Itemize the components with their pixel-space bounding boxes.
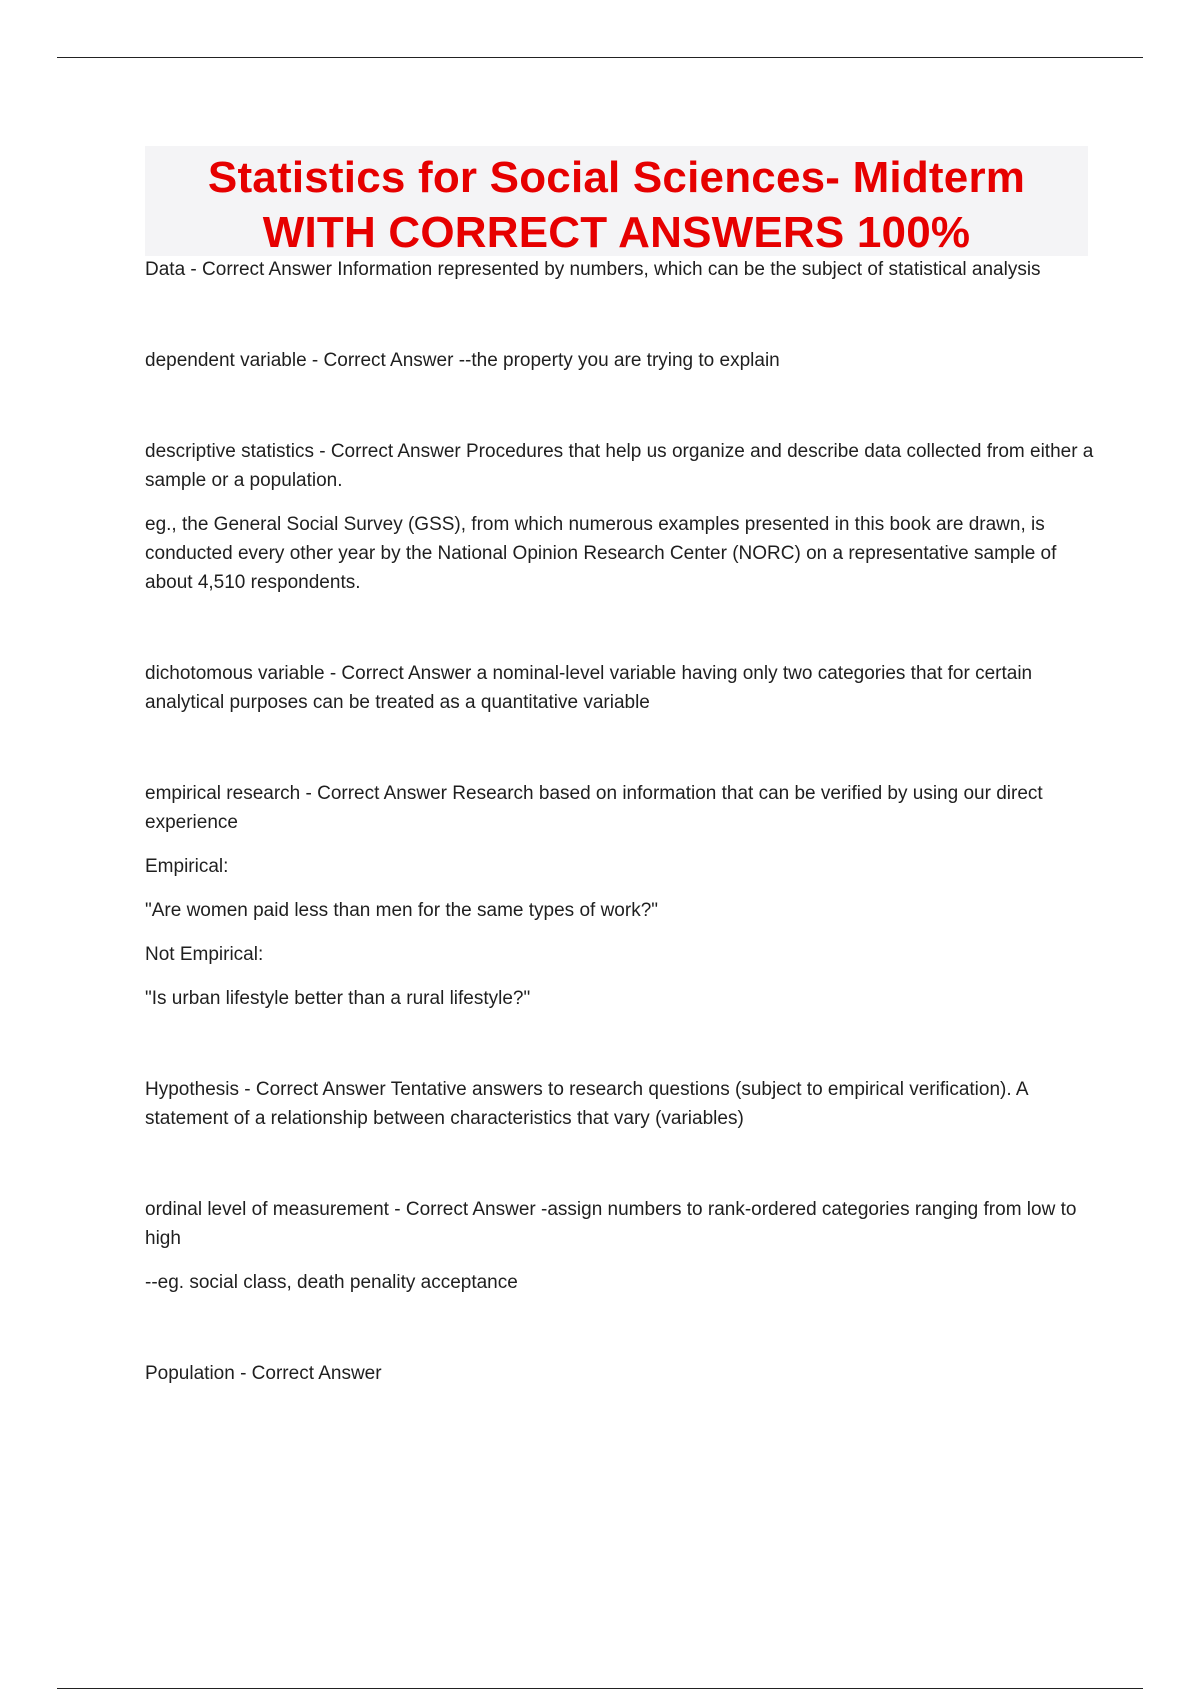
entry-definition: Information represented by numbers, which can be the subject of statistical analysis — [337, 259, 1041, 280]
entry-term: Data — [145, 259, 186, 280]
title-line-2: WITH CORRECT ANSWERS 100% — [262, 208, 971, 257]
entry-dependent-variable — [145, 346, 1095, 375]
document-title — [145, 146, 1088, 256]
entry-definition: -assign numbers to rank-ordered categories ranging from low to high — [145, 1199, 1077, 1249]
flashcard-list — [145, 255, 1095, 1388]
entry-note: Empirical: — [145, 856, 229, 877]
entry-population — [145, 1359, 1095, 1388]
entry-separator: - Correct Answer — [313, 441, 466, 462]
entry-ordinal-level-of-measurement — [145, 1195, 1095, 1253]
entry-note: "Is urban lifestyle better than a rural lifestyle?" — [145, 988, 531, 1009]
entry-definition: --the property you are trying to explain — [458, 350, 780, 371]
entry-note: Not Empirical: — [145, 944, 264, 965]
entry-term: descriptive statistics — [145, 441, 314, 462]
entry-definition: Tentative answers to research questions (subject to empirical verification). A statement of a relationship between characteristics that vary (variables) — [145, 1079, 1028, 1129]
entry-hypothesis — [145, 1075, 1095, 1133]
entry-separator: - Correct Answer — [306, 350, 459, 371]
entry-descriptive-statistics — [145, 437, 1095, 495]
top-rule — [57, 57, 1143, 58]
entry-note: --eg. social class, death penality acceptance — [145, 1272, 518, 1293]
entry-term: empirical research — [145, 783, 301, 804]
entry-term: dichotomous variable — [145, 663, 325, 684]
entry-definition: Research based on information that can be verified by using our direct experience — [145, 783, 1043, 833]
entry-separator: - Correct Answer — [324, 663, 477, 684]
entry-separator: - Correct Answer — [234, 1363, 382, 1384]
entry-separator: - Correct Answer — [239, 1079, 391, 1100]
title-line-1: Statistics for Social Sciences- Midterm — [207, 153, 1026, 202]
bottom-rule — [57, 1688, 1143, 1689]
entry-data — [145, 255, 1095, 284]
entry-separator: - Correct Answer — [185, 259, 338, 280]
entry-separator: - Correct Answer — [300, 783, 453, 804]
entry-definition: a nominal-level variable having only two categories that for certain analytical purposes can be treated as a quantitative variable — [145, 663, 1033, 713]
entry-term: Population — [145, 1363, 235, 1384]
entry-dichotomous-variable — [145, 659, 1095, 717]
entry-empirical-research — [145, 779, 1095, 837]
entry-term: dependent variable — [145, 350, 307, 371]
entry-separator: - Correct Answer — [388, 1199, 542, 1220]
entry-note: "Are women paid less than men for the same types of work?" — [145, 900, 659, 921]
entry-term: Hypothesis — [145, 1079, 239, 1100]
entry-note: eg., the General Social Survey (GSS), from which numerous examples presented in this book are drawn, is conducted every other year by the National Opinion Research Center (NORC) on a representative sample of about 4,510 respondents. — [145, 514, 1057, 593]
entry-term: ordinal level of measurement — [145, 1199, 389, 1220]
entry-definition: Procedures that help us organize and describe data collected from either a sample or a population. — [145, 441, 1094, 491]
